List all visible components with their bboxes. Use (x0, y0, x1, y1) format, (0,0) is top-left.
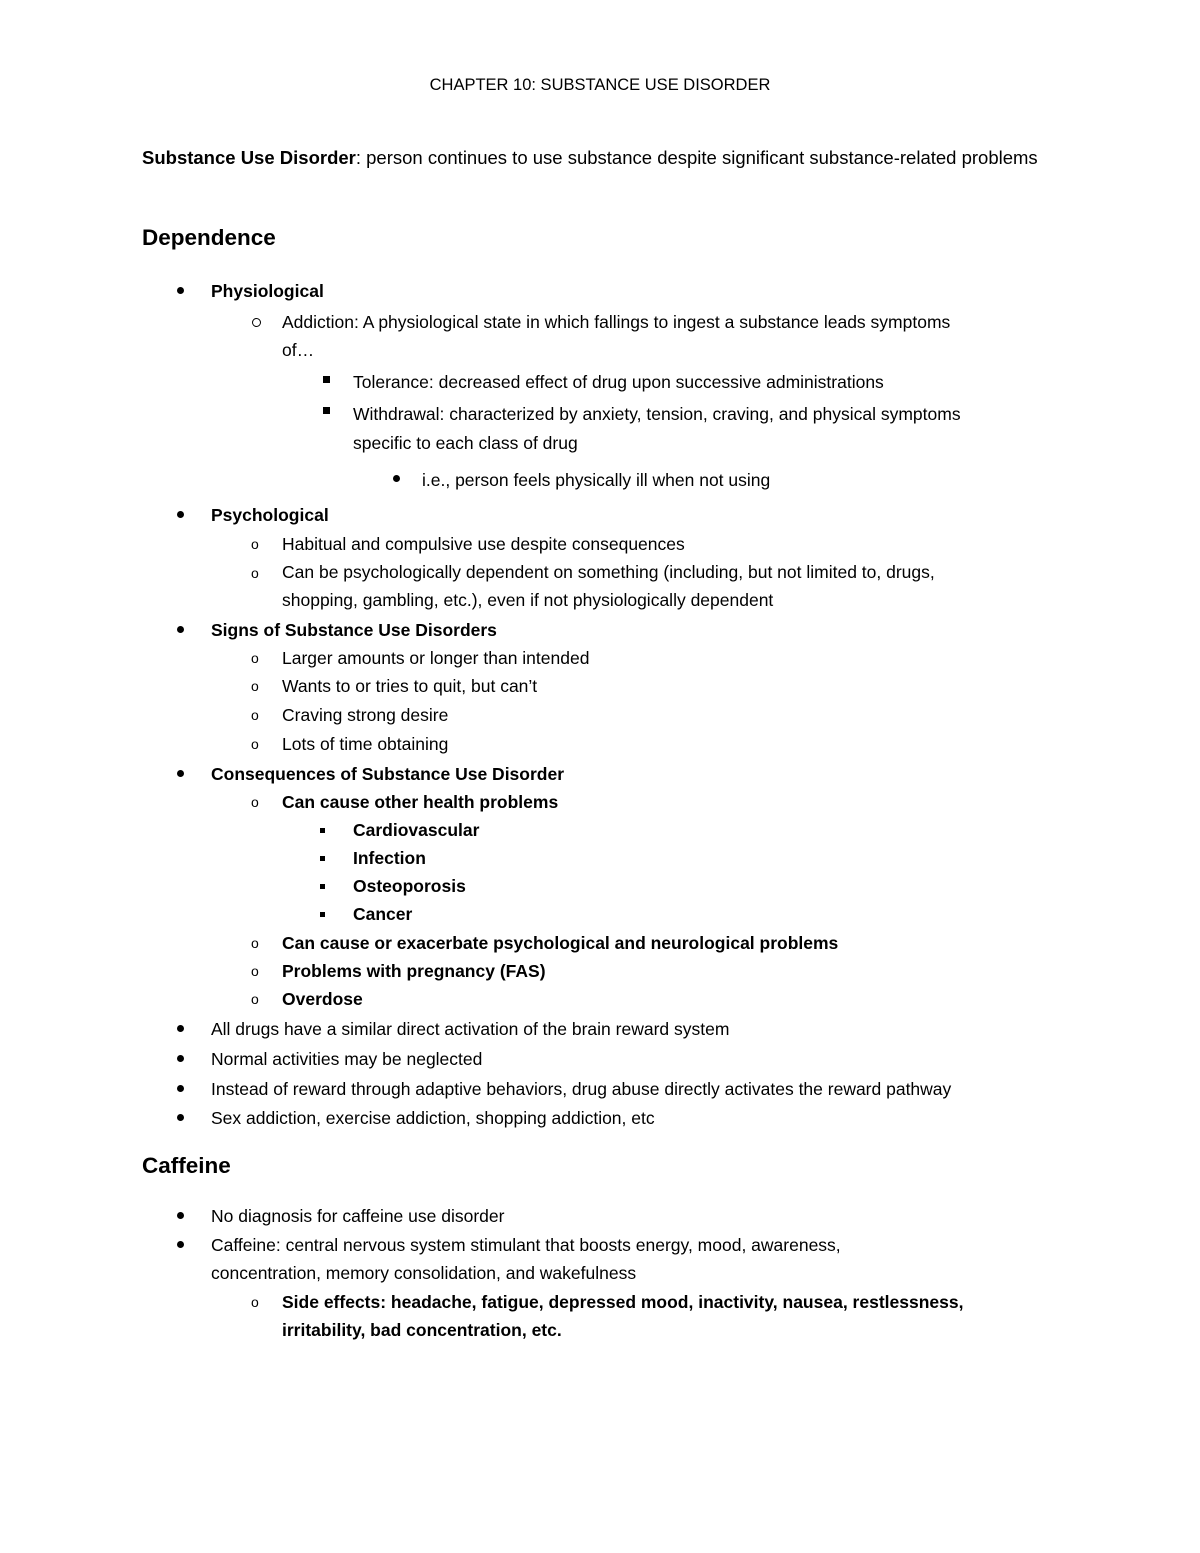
addiction-line-1: Addiction: A physiological state in which fallings to ingest a substance leads symptoms (282, 312, 951, 332)
general-item: Instead of reward through adaptive behaviors, drug abuse directly activates the reward pathway (211, 1079, 952, 1099)
bullet-icon (177, 626, 184, 633)
sign-item: Wants to or tries to quit, but can’t (282, 676, 538, 696)
psych-item-1: Habitual and compulsive use despite consequences (282, 534, 685, 554)
tolerance-text: Tolerance: decreased effect of drug upon successive administrations (353, 372, 884, 392)
consequence-psych: Can cause or exacerbate psychological and neurological problems (282, 933, 839, 953)
caffeine-item-2-line-1: Caffeine: central nervous system stimulant that boosts energy, mood, awareness, (211, 1235, 841, 1255)
label-consequences: Consequences of Substance Use Disorder (211, 764, 565, 784)
bullet-icon (177, 1055, 184, 1062)
psych-item-2-line-1: Can be psychologically dependent on something (including, but not limited to, drugs, (282, 562, 935, 582)
square-bullet-icon (320, 912, 325, 917)
bullet-icon (177, 1085, 184, 1092)
health-item: Osteoporosis (353, 876, 466, 896)
heading-caffeine: Caffeine (142, 1153, 231, 1178)
square-bullet-icon (323, 407, 330, 414)
label-physiological: Physiological (211, 281, 324, 301)
bullet-icon (177, 1241, 184, 1248)
bullet-icon (393, 475, 400, 482)
consequence-pregnancy: Problems with pregnancy (FAS) (282, 961, 546, 981)
small-circle-bullet-icon: o (251, 991, 259, 1007)
bullet-icon (177, 1025, 184, 1032)
circle-bullet-icon (252, 318, 261, 327)
sign-item: Craving strong desire (282, 705, 449, 725)
general-item: Normal activities may be neglected (211, 1049, 483, 1069)
general-item: Sex addiction, exercise addiction, shopping addiction, etc (211, 1108, 655, 1128)
label-psychological: Psychological (211, 505, 329, 525)
withdrawal-line-2: specific to each class of drug (353, 433, 578, 453)
sign-item: Larger amounts or longer than intended (282, 648, 590, 668)
bullet-icon (177, 1212, 184, 1219)
small-circle-bullet-icon: o (251, 736, 259, 752)
bullet-icon (177, 511, 184, 518)
small-circle-bullet-icon: o (251, 707, 259, 723)
small-circle-bullet-icon: o (251, 935, 259, 951)
label-signs: Signs of Substance Use Disorders (211, 620, 497, 640)
small-circle-bullet-icon: o (251, 678, 259, 694)
intro-definition-text: : person continues to use substance despite significant substance-related problems (355, 147, 1038, 168)
square-bullet-icon (320, 828, 325, 833)
health-item: Cancer (353, 904, 413, 924)
psych-item-2-line-2: shopping, gambling, etc.), even if not physiologically dependent (282, 590, 774, 610)
small-circle-bullet-icon: o (251, 1294, 259, 1310)
small-circle-bullet-icon: o (251, 963, 259, 979)
side-effects-line-2: irritability, bad concentration, etc. (282, 1320, 562, 1340)
small-circle-bullet-icon: o (251, 536, 259, 552)
ie-text: i.e., person feels physically ill when not using (422, 470, 771, 490)
intro-term: Substance Use Disorder (142, 147, 356, 168)
sign-item: Lots of time obtaining (282, 734, 449, 754)
heading-dependence: Dependence (142, 225, 276, 250)
withdrawal-line-1: Withdrawal: characterized by anxiety, tension, craving, and physical symptoms (353, 404, 961, 424)
consequence-overdose: Overdose (282, 989, 363, 1009)
small-circle-bullet-icon: o (251, 565, 259, 581)
bullet-icon (177, 770, 184, 777)
chapter-title: CHAPTER 10: SUBSTANCE USE DISORDER (429, 76, 771, 94)
small-circle-bullet-icon: o (251, 794, 259, 810)
square-bullet-icon (320, 884, 325, 889)
addiction-line-2: of… (282, 340, 315, 360)
square-bullet-icon (320, 856, 325, 861)
bullet-icon (177, 287, 184, 294)
square-bullet-icon (323, 376, 330, 383)
general-item: All drugs have a similar direct activation of the brain reward system (211, 1019, 730, 1039)
small-circle-bullet-icon: o (251, 650, 259, 666)
health-item: Cardiovascular (353, 820, 480, 840)
consequence-health: Can cause other health problems (282, 792, 559, 812)
side-effects-line-1: Side effects: headache, fatigue, depressed mood, inactivity, nausea, restlessness, (282, 1292, 964, 1312)
health-item: Infection (353, 848, 426, 868)
caffeine-item-1: No diagnosis for caffeine use disorder (211, 1206, 505, 1226)
caffeine-item-2-line-2: concentration, memory consolidation, and wakefulness (211, 1263, 637, 1283)
intro-definition (142, 142, 1042, 173)
bullet-icon (177, 1114, 184, 1121)
